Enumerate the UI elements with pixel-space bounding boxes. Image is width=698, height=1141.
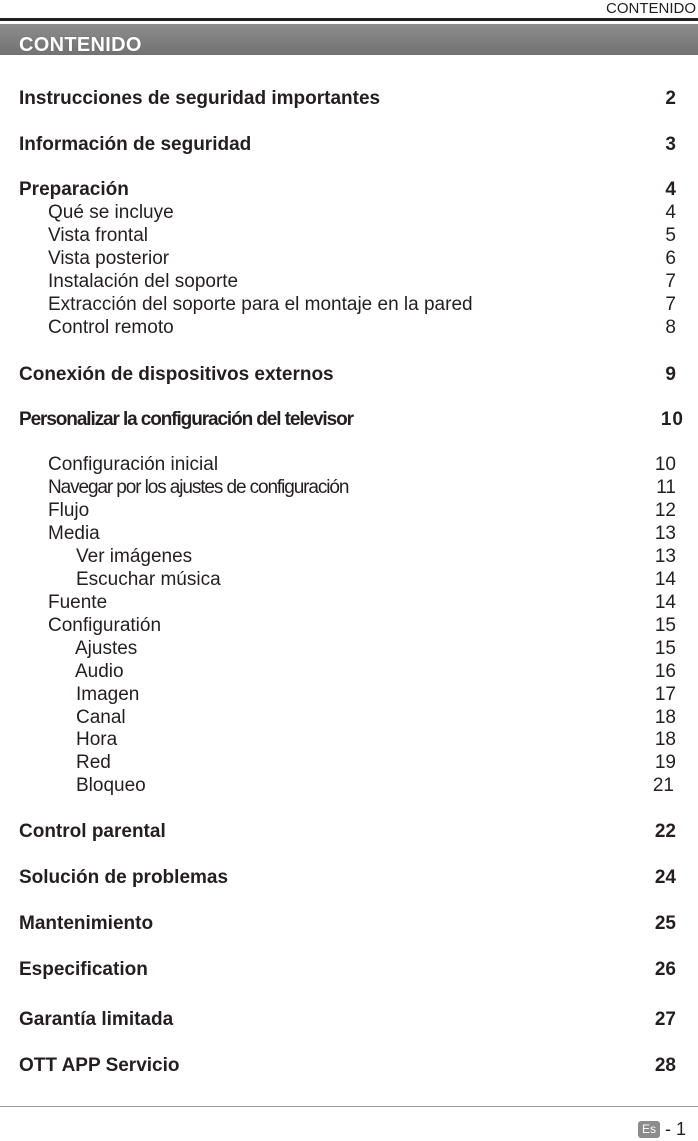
toc-entry: [0, 1009, 698, 1031]
toc-entry: [0, 294, 698, 316]
footer-rule: [0, 1106, 698, 1107]
page-number: - 1: [665, 1119, 687, 1139]
toc-entry-page: 27: [654, 1009, 676, 1030]
toc-entry-page: 7: [665, 271, 676, 292]
toc-entry-title: Personalizar la configuración del televisor: [19, 409, 353, 430]
section-label: CONTENIDO: [606, 0, 696, 17]
toc-entry-title: Garantía limitada: [19, 1009, 174, 1030]
toc-entry: [0, 913, 698, 935]
language-badge: Es: [638, 1121, 660, 1138]
toc-entry: [0, 707, 698, 729]
toc-entry-title: Información de seguridad: [19, 134, 252, 155]
toc-entry-page: 12: [654, 500, 676, 521]
toc-entry-title: Red: [76, 752, 111, 773]
toc-entry-title: Escuchar música: [76, 569, 221, 590]
toc-entry-page: 4: [665, 179, 676, 200]
banner-title: CONTENIDO: [19, 34, 142, 56]
toc-entry-title: Qué se incluye: [48, 202, 174, 223]
toc-entry-page: 13: [654, 523, 676, 544]
toc-entry: [0, 477, 698, 499]
toc-entry-title: Vista posterior: [48, 248, 170, 269]
toc-entry: [0, 364, 698, 386]
toc-entry-title: Audio: [75, 661, 124, 682]
toc-entry: [0, 638, 698, 660]
toc-entry-page: 16: [654, 661, 676, 682]
toc-entry: [0, 546, 698, 568]
toc-entry: [0, 615, 698, 637]
toc-entry: [0, 248, 698, 270]
toc-entry-page: 18: [654, 707, 676, 728]
toc-entry-title: Vista frontal: [48, 225, 148, 246]
toc-entry-title: Imagen: [76, 684, 140, 705]
toc-entry-title: Control remoto: [48, 317, 174, 338]
toc-entry-title: Canal: [76, 707, 126, 728]
toc-entry: [0, 661, 698, 683]
toc-entry: [0, 134, 698, 156]
toc-entry-page: 26: [654, 959, 676, 980]
toc-entry-page: 28: [654, 1055, 676, 1076]
toc-entry-page: 21: [652, 775, 674, 796]
toc-entry-title: Ver imágenes: [76, 546, 193, 567]
toc-entry-page: 15: [654, 615, 676, 636]
toc-entry-page: 9: [665, 364, 676, 385]
toc-entry-page: 6: [665, 248, 676, 269]
toc-entry: [0, 569, 698, 591]
toc-entry-page: 2: [665, 88, 676, 109]
toc-entry: [0, 500, 698, 522]
toc-entry-title: Flujo: [48, 500, 90, 521]
toc-entry-page: 4: [665, 202, 676, 223]
toc-entry-page: 18: [654, 729, 676, 750]
toc-entry-title: Fuente: [48, 592, 108, 613]
toc-entry-page: 15: [654, 638, 676, 659]
toc-entry-title: Preparación: [19, 179, 129, 200]
toc-entry-page: 14: [654, 569, 676, 590]
toc-entry-title: Instrucciones de seguridad importantes: [19, 88, 381, 109]
toc-entry-page: 25: [654, 913, 676, 934]
toc-entry-title: Extracción del soporte para el montaje en la pared: [48, 294, 473, 315]
toc-entry: [0, 775, 698, 797]
toc-entry-page: 14: [654, 592, 676, 613]
toc-entry-page: 19: [654, 752, 676, 773]
toc-entry: [0, 729, 698, 751]
toc-entry: [0, 592, 698, 614]
toc-entry: [0, 317, 698, 339]
toc-entry-title: Mantenimiento: [19, 913, 154, 934]
toc-entry: [0, 409, 698, 431]
toc-entry: [0, 271, 698, 293]
toc-entry-page: 22: [654, 821, 676, 842]
toc-entry-title: OTT APP Servicio: [19, 1055, 180, 1076]
toc-entry-title: Media: [48, 523, 100, 544]
toc-entry: [0, 454, 698, 476]
toc-entry: [0, 225, 698, 247]
toc-entry-page: 3: [665, 134, 676, 155]
toc-entry: [0, 179, 698, 201]
toc-entry-title: Navegar por los ajustes de configuración: [48, 477, 349, 498]
toc-entry: [0, 1055, 698, 1077]
toc-entry-page: 10: [654, 454, 676, 475]
toc-entry: [0, 752, 698, 774]
toc-entry-page: 13: [654, 546, 676, 567]
toc-entry-title: Ajustes: [75, 638, 138, 659]
toc-entry-title: Bloqueo: [76, 775, 146, 796]
toc-entry: [0, 821, 698, 843]
toc-entry: [0, 867, 698, 889]
toc-entry-title: Configuratión: [48, 615, 162, 636]
toc-entry-page: 24: [654, 867, 676, 888]
toc-entry-page: 11: [656, 477, 676, 498]
toc-entry: [0, 202, 698, 224]
toc-entry: [0, 523, 698, 545]
toc-entry-page: 7: [665, 294, 676, 315]
toc-entry-title: Instalación del soporte: [48, 271, 239, 292]
toc-entry: [0, 684, 698, 706]
toc-entry-page: 8: [665, 317, 676, 338]
toc-entry-title: Control parental: [19, 821, 166, 842]
toc-entry-page: 5: [665, 225, 676, 246]
toc-entry-title: Configuración inicial: [48, 454, 219, 475]
toc-entry: [0, 88, 698, 110]
toc-entry-page: 10: [660, 409, 684, 430]
toc-entry-title: Hora: [76, 729, 118, 750]
toc-entry-title: Solución de problemas: [19, 867, 229, 888]
toc-entry-title: Especification: [19, 959, 148, 980]
toc-entry-title: Conexión de dispositivos externos: [19, 364, 334, 385]
toc-entry: [0, 959, 698, 981]
toc-entry-page: 17: [654, 684, 676, 705]
